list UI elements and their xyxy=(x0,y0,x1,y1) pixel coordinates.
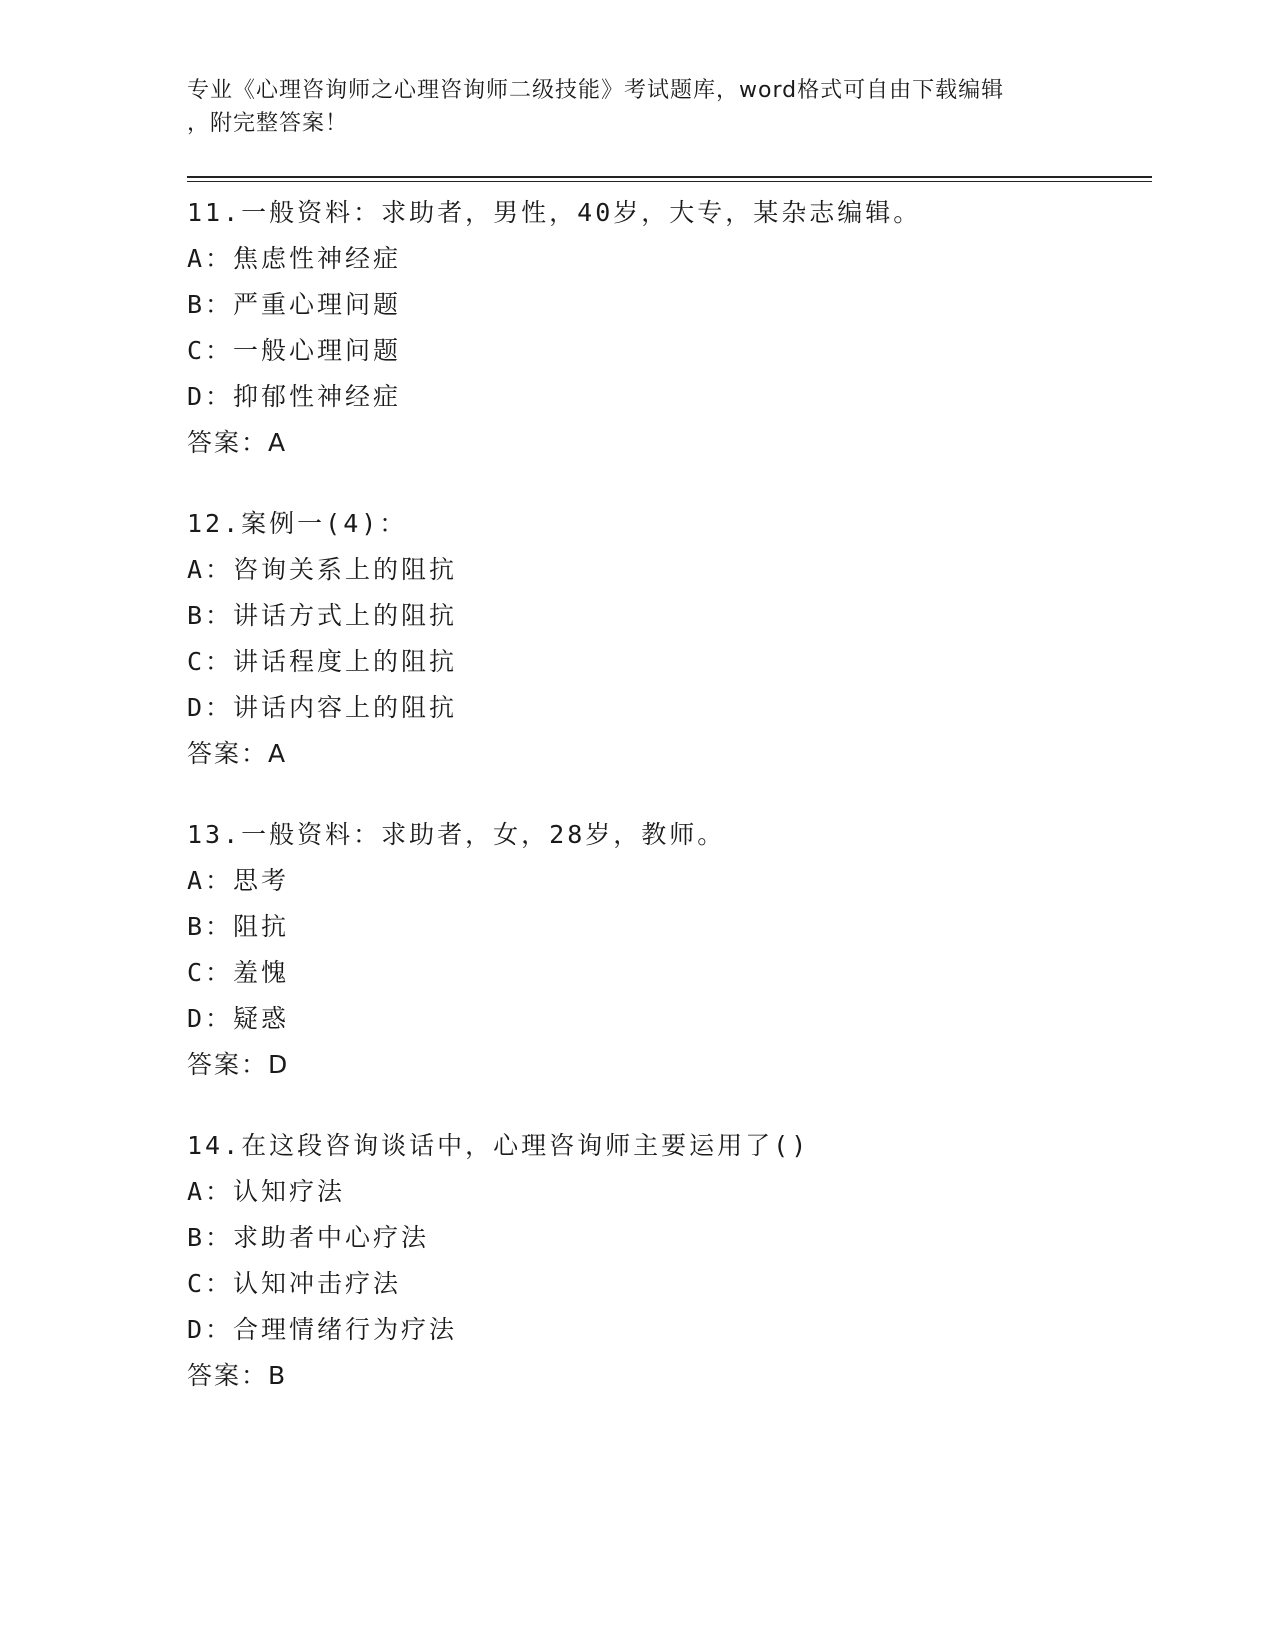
option-b: B：求助者中心疗法 xyxy=(187,1223,430,1252)
header-line-2: ，附完整答案！ xyxy=(187,111,349,136)
question-stem: 11.一般资料：求助者，男性，40岁，大专，某杂志编辑。 xyxy=(187,198,922,227)
question-stem: 12.案例一(4)： xyxy=(187,509,408,538)
answer-line: 答案：B xyxy=(187,1361,288,1390)
option-d: D：疑惑 xyxy=(187,1004,290,1033)
question-stem: 14.在这段咨询谈话中，心理咨询师主要运用了() xyxy=(187,1131,810,1160)
question-14 xyxy=(187,1123,1147,1399)
answer-line: 答案：A xyxy=(187,739,288,768)
option-b: B：讲话方式上的阻抗 xyxy=(187,601,458,630)
option-b: B：阻抗 xyxy=(187,912,290,941)
document-header xyxy=(187,74,1087,140)
question-list xyxy=(187,190,1147,1434)
option-c: C：羞愧 xyxy=(187,958,290,987)
option-d: D：抑郁性神经症 xyxy=(187,382,402,411)
question-12 xyxy=(187,501,1147,777)
option-c: C：讲话程度上的阻抗 xyxy=(187,647,458,676)
header-divider-thin xyxy=(187,181,1152,182)
option-d: D：合理情绪行为疗法 xyxy=(187,1315,458,1344)
question-stem: 13.一般资料：求助者，女，28岁，教师。 xyxy=(187,820,726,849)
option-d: D：讲话内容上的阻抗 xyxy=(187,693,458,722)
answer-line: 答案：D xyxy=(187,1050,290,1079)
header-line-1: 专业《心理咨询师之心理咨询师二级技能》考试题库，word格式可自由下载编辑 xyxy=(187,78,1005,103)
option-a: A：咨询关系上的阻抗 xyxy=(187,555,458,584)
option-c: C：一般心理问题 xyxy=(187,336,402,365)
option-c: C：认知冲击疗法 xyxy=(187,1269,402,1298)
option-a: A：思考 xyxy=(187,866,290,895)
option-a: A：焦虑性神经症 xyxy=(187,244,402,273)
answer-line: 答案：A xyxy=(187,428,288,457)
option-a: A：认知疗法 xyxy=(187,1177,346,1206)
option-b: B：严重心理问题 xyxy=(187,290,402,319)
question-11 xyxy=(187,190,1147,466)
question-13 xyxy=(187,812,1147,1088)
header-divider-thick xyxy=(187,176,1152,178)
